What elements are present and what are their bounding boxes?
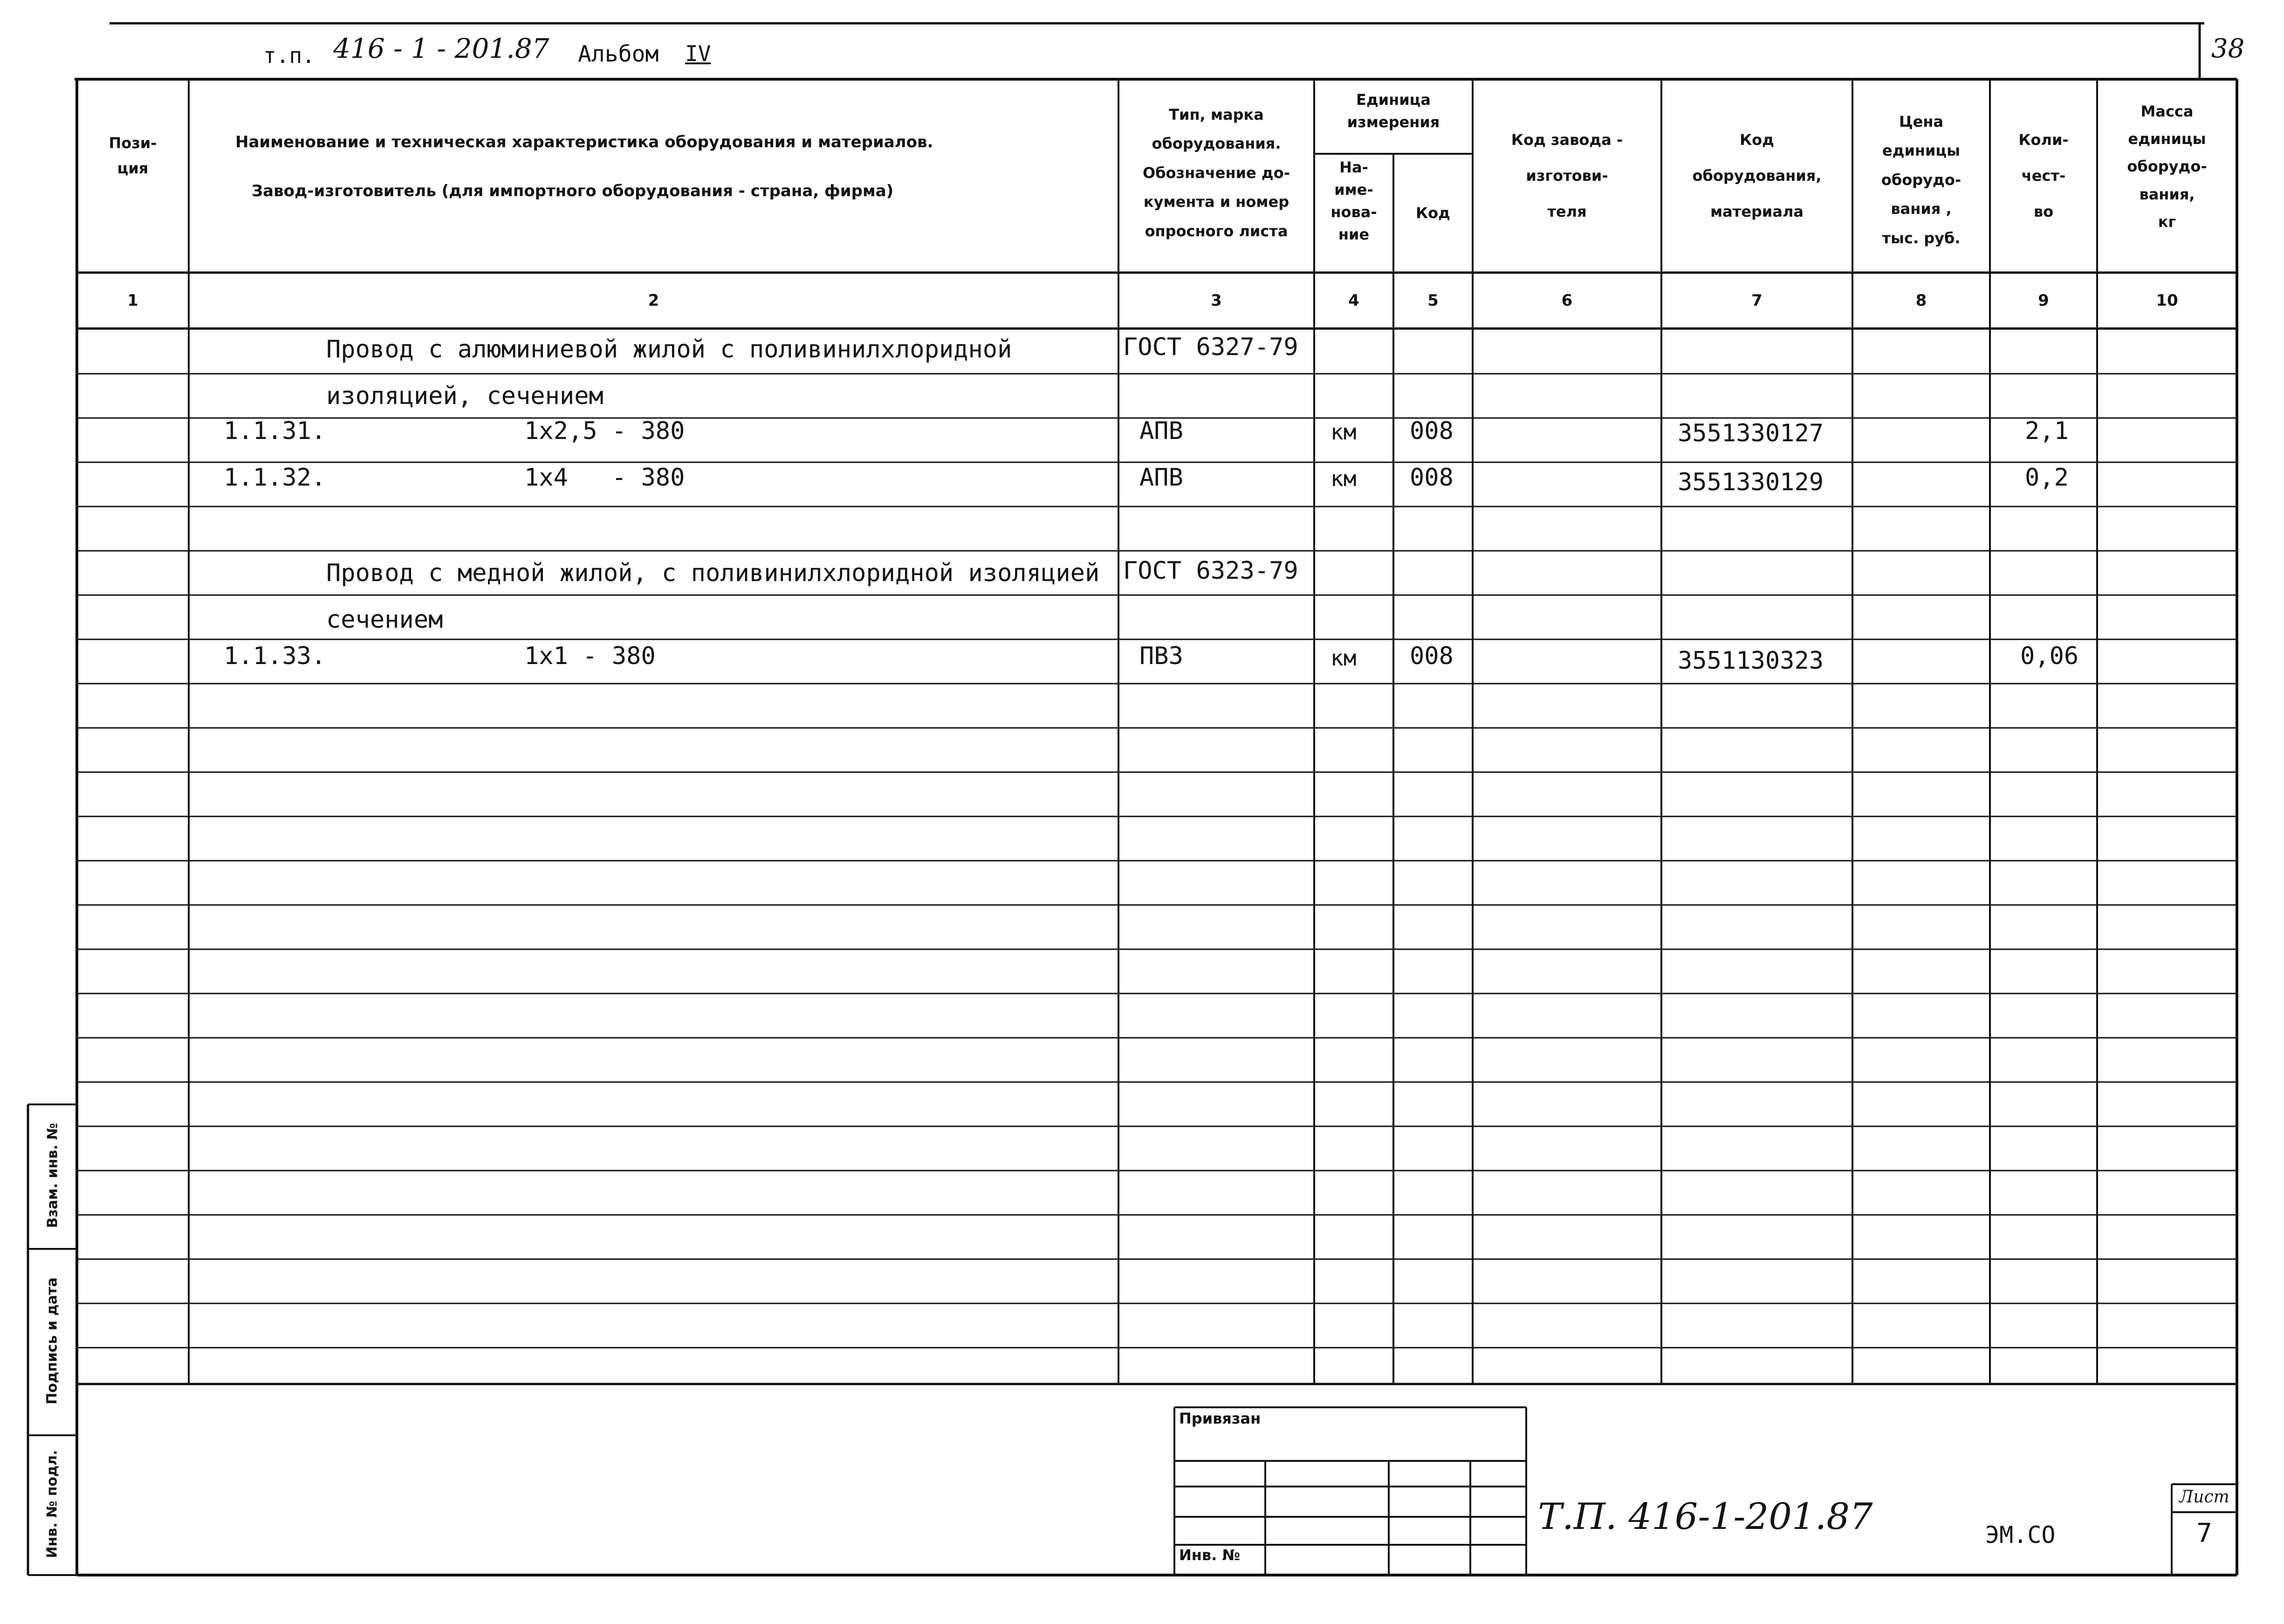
item-name: Провод с медной жилой, с поливинилхлоридной изоляцией [326,559,1100,587]
tp-label: т.п. [263,43,315,68]
stamp-document-code: ЭМ.СО [1985,1521,2056,1549]
col-number: 1 [127,291,138,310]
item-type: ГОСТ 6327-79 [1123,333,1298,361]
item-position: 1.1.32. [224,464,326,492]
tp-number: 416 - 1 - 201.87 [333,33,549,64]
stamp-sheet-number: 7 [2196,1518,2212,1549]
item-name: 1х2,5 - 380 [524,417,685,445]
item-quantity: 0,06 [2020,642,2079,670]
item-material-code: 3551330129 [1678,468,1824,496]
item-unit: км [1331,645,1357,671]
item-type: ГОСТ 6323-79 [1123,557,1298,585]
item-name: 1х1 - 380 [524,642,656,670]
item-unit: км [1331,466,1357,491]
item-name: 1х4 - 380 [524,464,685,492]
stamp-document-number: Т.П. 416-1-201.87 [1538,1496,1873,1538]
stamp-inv-label: Инв. № [1179,1546,1240,1564]
col10-header: Масса единицы оборудо- вания, кг [2127,103,2207,231]
side-label-signature-date: Подпись и дата [44,1277,61,1405]
album-label: Альбом [578,41,659,67]
album-number: IV [685,41,711,66]
col2-header-line2: Завод-изготовитель (для импортного оборудования - страна, фирма) [252,182,894,200]
col1-header: Пози- ция [109,134,157,178]
col3-header: Тип, марка оборудования. Обозначение до- кумента и номер опросного листа [1143,106,1290,240]
col8-header: Цена единицы оборудо- вания , тыс. руб. [1881,113,1962,247]
page-number: 38 [2211,34,2245,64]
item-type: АПВ [1139,417,1183,445]
item-quantity: 2,1 [2025,417,2069,445]
col-number: 6 [1561,291,1573,310]
item-name: сечением [326,606,443,634]
item-position: 1.1.33. [224,642,326,670]
col-number: 9 [2038,291,2049,310]
unit-group-header: Единица измерения [1347,91,1440,131]
col-number: 8 [1915,291,1927,310]
col-number: 5 [1427,291,1439,310]
col-number: 2 [648,291,659,310]
stamp-sheet-label: Лист [2179,1487,2229,1507]
item-unit-code: 008 [1410,417,1454,445]
col-number: 7 [1751,291,1763,310]
item-type: АПВ [1139,464,1183,492]
col5-header: Код [1416,204,1450,222]
col6-header: Код завода - изготови- теля [1511,131,1623,220]
col4-header: На- име- нова- ние [1331,158,1377,243]
item-type: ПВЗ [1139,642,1183,670]
item-material-code: 3551130323 [1678,647,1824,675]
col7-header: Код оборудования, материала [1692,131,1822,220]
col9-header: Коли- чест- во [2018,131,2069,220]
item-quantity: 0,2 [2025,464,2069,492]
side-label-replacement-inv: Взам. инв. № [44,1123,61,1228]
item-unit-code: 008 [1410,464,1454,492]
item-name: изоляцией, сечением [326,382,604,410]
col2-header-line1: Наименование и техническая характеристика оборудования и материалов. [235,133,933,151]
item-material-code: 3551330127 [1678,419,1824,447]
side-label-original-inv: Инв. № подл. [44,1450,61,1558]
col-number: 10 [2156,291,2178,310]
col-number: 3 [1211,291,1222,310]
item-unit-code: 008 [1410,642,1454,670]
col-number: 4 [1348,291,1359,310]
item-position: 1.1.31. [224,417,326,445]
item-unit: км [1331,419,1357,445]
item-name: Провод с алюминиевой жилой с поливинилхлоридной [326,336,1012,363]
stamp-bound-label: Привязан [1179,1410,1261,1427]
